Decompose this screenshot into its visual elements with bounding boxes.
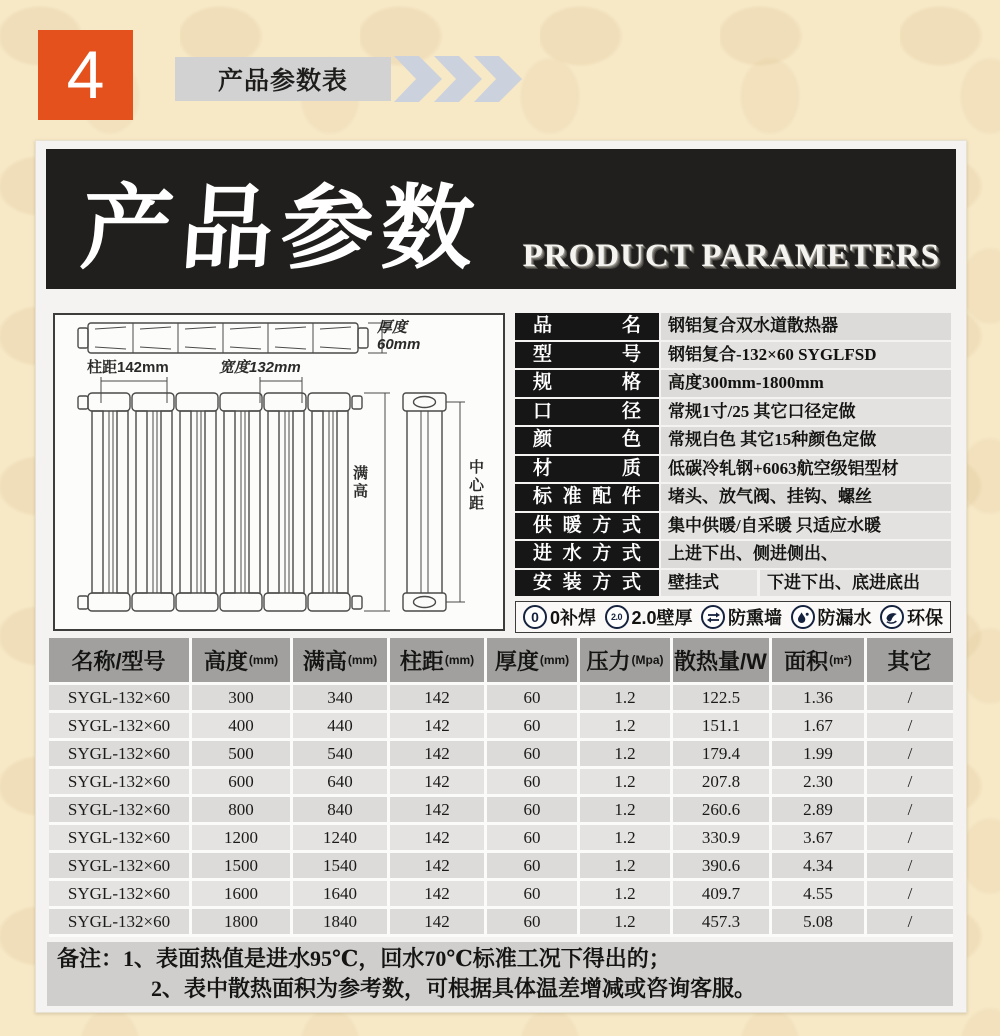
table-cell: 1840 [293,909,387,934]
wall-thickness-icon: 2.0 [605,605,629,629]
table-cell: / [867,685,953,710]
table-row [49,853,953,878]
table-cell: / [867,881,953,906]
table-cell: 60 [487,713,577,738]
eco-wave-icon [880,605,904,629]
center-distance-dimension-label: 中心距 [467,459,484,513]
table-cell: / [867,769,953,794]
section-number: 4 [66,37,105,113]
banner-title-cn: 产品参数 [77,178,486,280]
table-cell: / [867,797,953,822]
table-cell: SYGL-132×60 [49,909,189,934]
swap-arrows-icon [701,605,725,629]
parameter-table [49,638,953,937]
table-cell: 60 [487,825,577,850]
table-cell: 390.6 [673,853,769,878]
table-cell: 1640 [293,881,387,906]
spec-label: 安装方式 [515,570,659,597]
spec-value: 低碳冷轧钢+6063航空级铝型材 [661,456,951,483]
table-cell: SYGL-132×60 [49,825,189,850]
section-title: 产品参数表 [217,67,348,95]
table-cell: 3.67 [772,825,864,850]
table-cell: 60 [487,853,577,878]
table-cell: 60 [487,741,577,766]
spec-value: 下进下出、底进底出 [760,570,951,597]
table-cell: 500 [192,741,290,766]
content-panel [35,140,967,1013]
badge-anti-smoke: 防熏墙 [701,604,782,630]
table-header-cell: 压力 (Mpa) [580,638,670,682]
table-cell: 142 [390,685,484,710]
spec-value: 高度300mm-1800mm [661,370,951,397]
spec-value: 壁挂式 [661,570,757,597]
table-cell: 1.99 [772,741,864,766]
spec-row [515,570,951,597]
table-header-row [49,638,953,682]
table-cell: 142 [390,741,484,766]
spec-value: 上进下出、侧进侧出、 [661,541,951,568]
table-cell: 60 [487,685,577,710]
table-row [49,769,953,794]
table-header-cell: 满高 (mm) [293,638,387,682]
table-cell: 60 [487,909,577,934]
spec-row [515,399,951,426]
spec-label: 材 质 [515,456,659,483]
table-cell: 400 [192,713,290,738]
table-cell: SYGL-132×60 [49,769,189,794]
table-body [49,685,953,934]
full-height-dimension-label: 满高 [351,465,368,501]
table-cell: 142 [390,797,484,822]
spec-table [515,313,951,598]
table-cell: 1600 [192,881,290,906]
spec-value: 钢铝复合-132×60 SYGLFSD [661,342,951,369]
table-cell: 260.6 [673,797,769,822]
table-row [49,825,953,850]
notes-line-2: 2、表中散热面积为参考数，可根据具体温差增减或咨询客服。 [151,976,757,1001]
spec-label: 进水方式 [515,541,659,568]
table-cell: SYGL-132×60 [49,685,189,710]
table-header-cell: 面积 (m²) [772,638,864,682]
spec-row [515,370,951,397]
table-cell: 2.30 [772,769,864,794]
table-cell: 142 [390,909,484,934]
table-cell: SYGL-132×60 [49,713,189,738]
spec-row [515,484,951,511]
table-cell: 1.67 [772,713,864,738]
notes-line-1: 备注：1、表面热值是进水95℃，回水70℃标准工况下得出的； [57,946,671,971]
notes-panel [47,942,953,1006]
badge-eco: 环保 [880,604,943,630]
table-cell: 1.2 [580,825,670,850]
table-cell: 122.5 [673,685,769,710]
table-cell: 1500 [192,853,290,878]
spec-value: 钢铝复合双水道散热器 [661,313,951,340]
spec-label: 标准配件 [515,484,659,511]
table-cell: 4.34 [772,853,864,878]
spec-label: 口 径 [515,399,659,426]
table-cell: / [867,909,953,934]
table-row [49,909,953,934]
table-cell: 840 [293,797,387,822]
table-header-cell: 厚度 (mm) [487,638,577,682]
table-header-cell: 名称/型号 [49,638,189,682]
table-cell: 1.2 [580,909,670,934]
table-cell: 60 [487,881,577,906]
radiator-side-view [403,393,446,611]
table-row [49,797,953,822]
table-cell: SYGL-132×60 [49,853,189,878]
table-cell: 142 [390,769,484,794]
banner-title-en: PRODUCT PARAMETERS [522,238,940,274]
table-cell: 207.8 [673,769,769,794]
table-cell: 409.7 [673,881,769,906]
badge-zero-repair: 0 0补焊 [523,604,596,630]
spec-value: 常规白色 其它15种颜色定做 [661,427,951,454]
table-cell: 1.2 [580,797,670,822]
spec-value: 常规1寸/25 其它口径定做 [661,399,951,426]
spec-row [515,513,951,540]
table-row [49,713,953,738]
table-cell: 1240 [293,825,387,850]
table-header-cell: 柱距 (mm) [390,638,484,682]
spec-label: 品 名 [515,313,659,340]
radiator-diagram-panel [53,313,505,631]
table-cell: 440 [293,713,387,738]
chevron-right-icon [394,56,442,102]
table-cell: 2.89 [772,797,864,822]
table-cell: 60 [487,769,577,794]
table-cell: 1.2 [580,881,670,906]
table-cell: 640 [293,769,387,794]
table-cell: / [867,853,953,878]
spec-row [515,342,951,369]
spec-row [515,456,951,483]
table-cell: 1800 [192,909,290,934]
table-row [49,741,953,766]
table-cell: 540 [293,741,387,766]
table-cell: SYGL-132×60 [49,881,189,906]
radiator-front-view [88,393,350,611]
spec-row [515,427,951,454]
table-cell: 142 [390,825,484,850]
table-cell: 600 [192,769,290,794]
zero-weld-icon: 0 [523,605,547,629]
table-cell: 1.2 [580,713,670,738]
table-row [49,685,953,710]
table-cell: 142 [390,853,484,878]
table-cell: 142 [390,713,484,738]
table-cell: 300 [192,685,290,710]
table-header-cell: 散热量/W [673,638,769,682]
table-cell: 179.4 [673,741,769,766]
table-cell: / [867,741,953,766]
badge-anti-leak: 防漏水 [791,604,872,630]
table-cell: 340 [293,685,387,710]
table-cell: 800 [192,797,290,822]
section-number-badge [38,30,133,120]
spec-row [515,541,951,568]
table-cell: 4.55 [772,881,864,906]
table-cell: 1.2 [580,685,670,710]
table-cell: 1.2 [580,741,670,766]
table-cell: 1.2 [580,769,670,794]
spec-row [515,313,951,340]
feature-badge-row [515,601,951,633]
column-pitch-dimension-label: 柱距142mm [87,359,169,376]
width-dimension-label: 宽度132mm [219,359,301,376]
table-header-cell: 其它 [867,638,953,682]
table-cell: 457.3 [673,909,769,934]
thickness-dimension-label: 厚度 60mm [377,319,421,353]
spec-value: 堵头、放气阀、挂钩、螺丝 [661,484,951,511]
table-row [49,881,953,906]
spec-label: 颜 色 [515,427,659,454]
badge-wall-thickness: 2.0 2.0壁厚 [605,604,693,630]
spec-label: 供暖方式 [515,513,659,540]
table-cell: / [867,713,953,738]
water-drop-icon [791,605,815,629]
spec-label: 型 号 [515,342,659,369]
table-cell: 1.2 [580,853,670,878]
table-cell: 151.1 [673,713,769,738]
table-cell: SYGL-132×60 [49,741,189,766]
table-cell: SYGL-132×60 [49,797,189,822]
table-cell: 1540 [293,853,387,878]
table-cell: 60 [487,797,577,822]
table-cell: 5.08 [772,909,864,934]
table-cell: 142 [390,881,484,906]
table-cell: 330.9 [673,825,769,850]
spec-value: 集中供暖/自采暖 只适应水暖 [661,513,951,540]
table-cell: / [867,825,953,850]
banner [46,149,956,289]
section-title-bar [175,57,391,101]
table-cell: 1.36 [772,685,864,710]
table-cell: 1200 [192,825,290,850]
table-header-cell: 高度 (mm) [192,638,290,682]
spec-label: 规 格 [515,370,659,397]
